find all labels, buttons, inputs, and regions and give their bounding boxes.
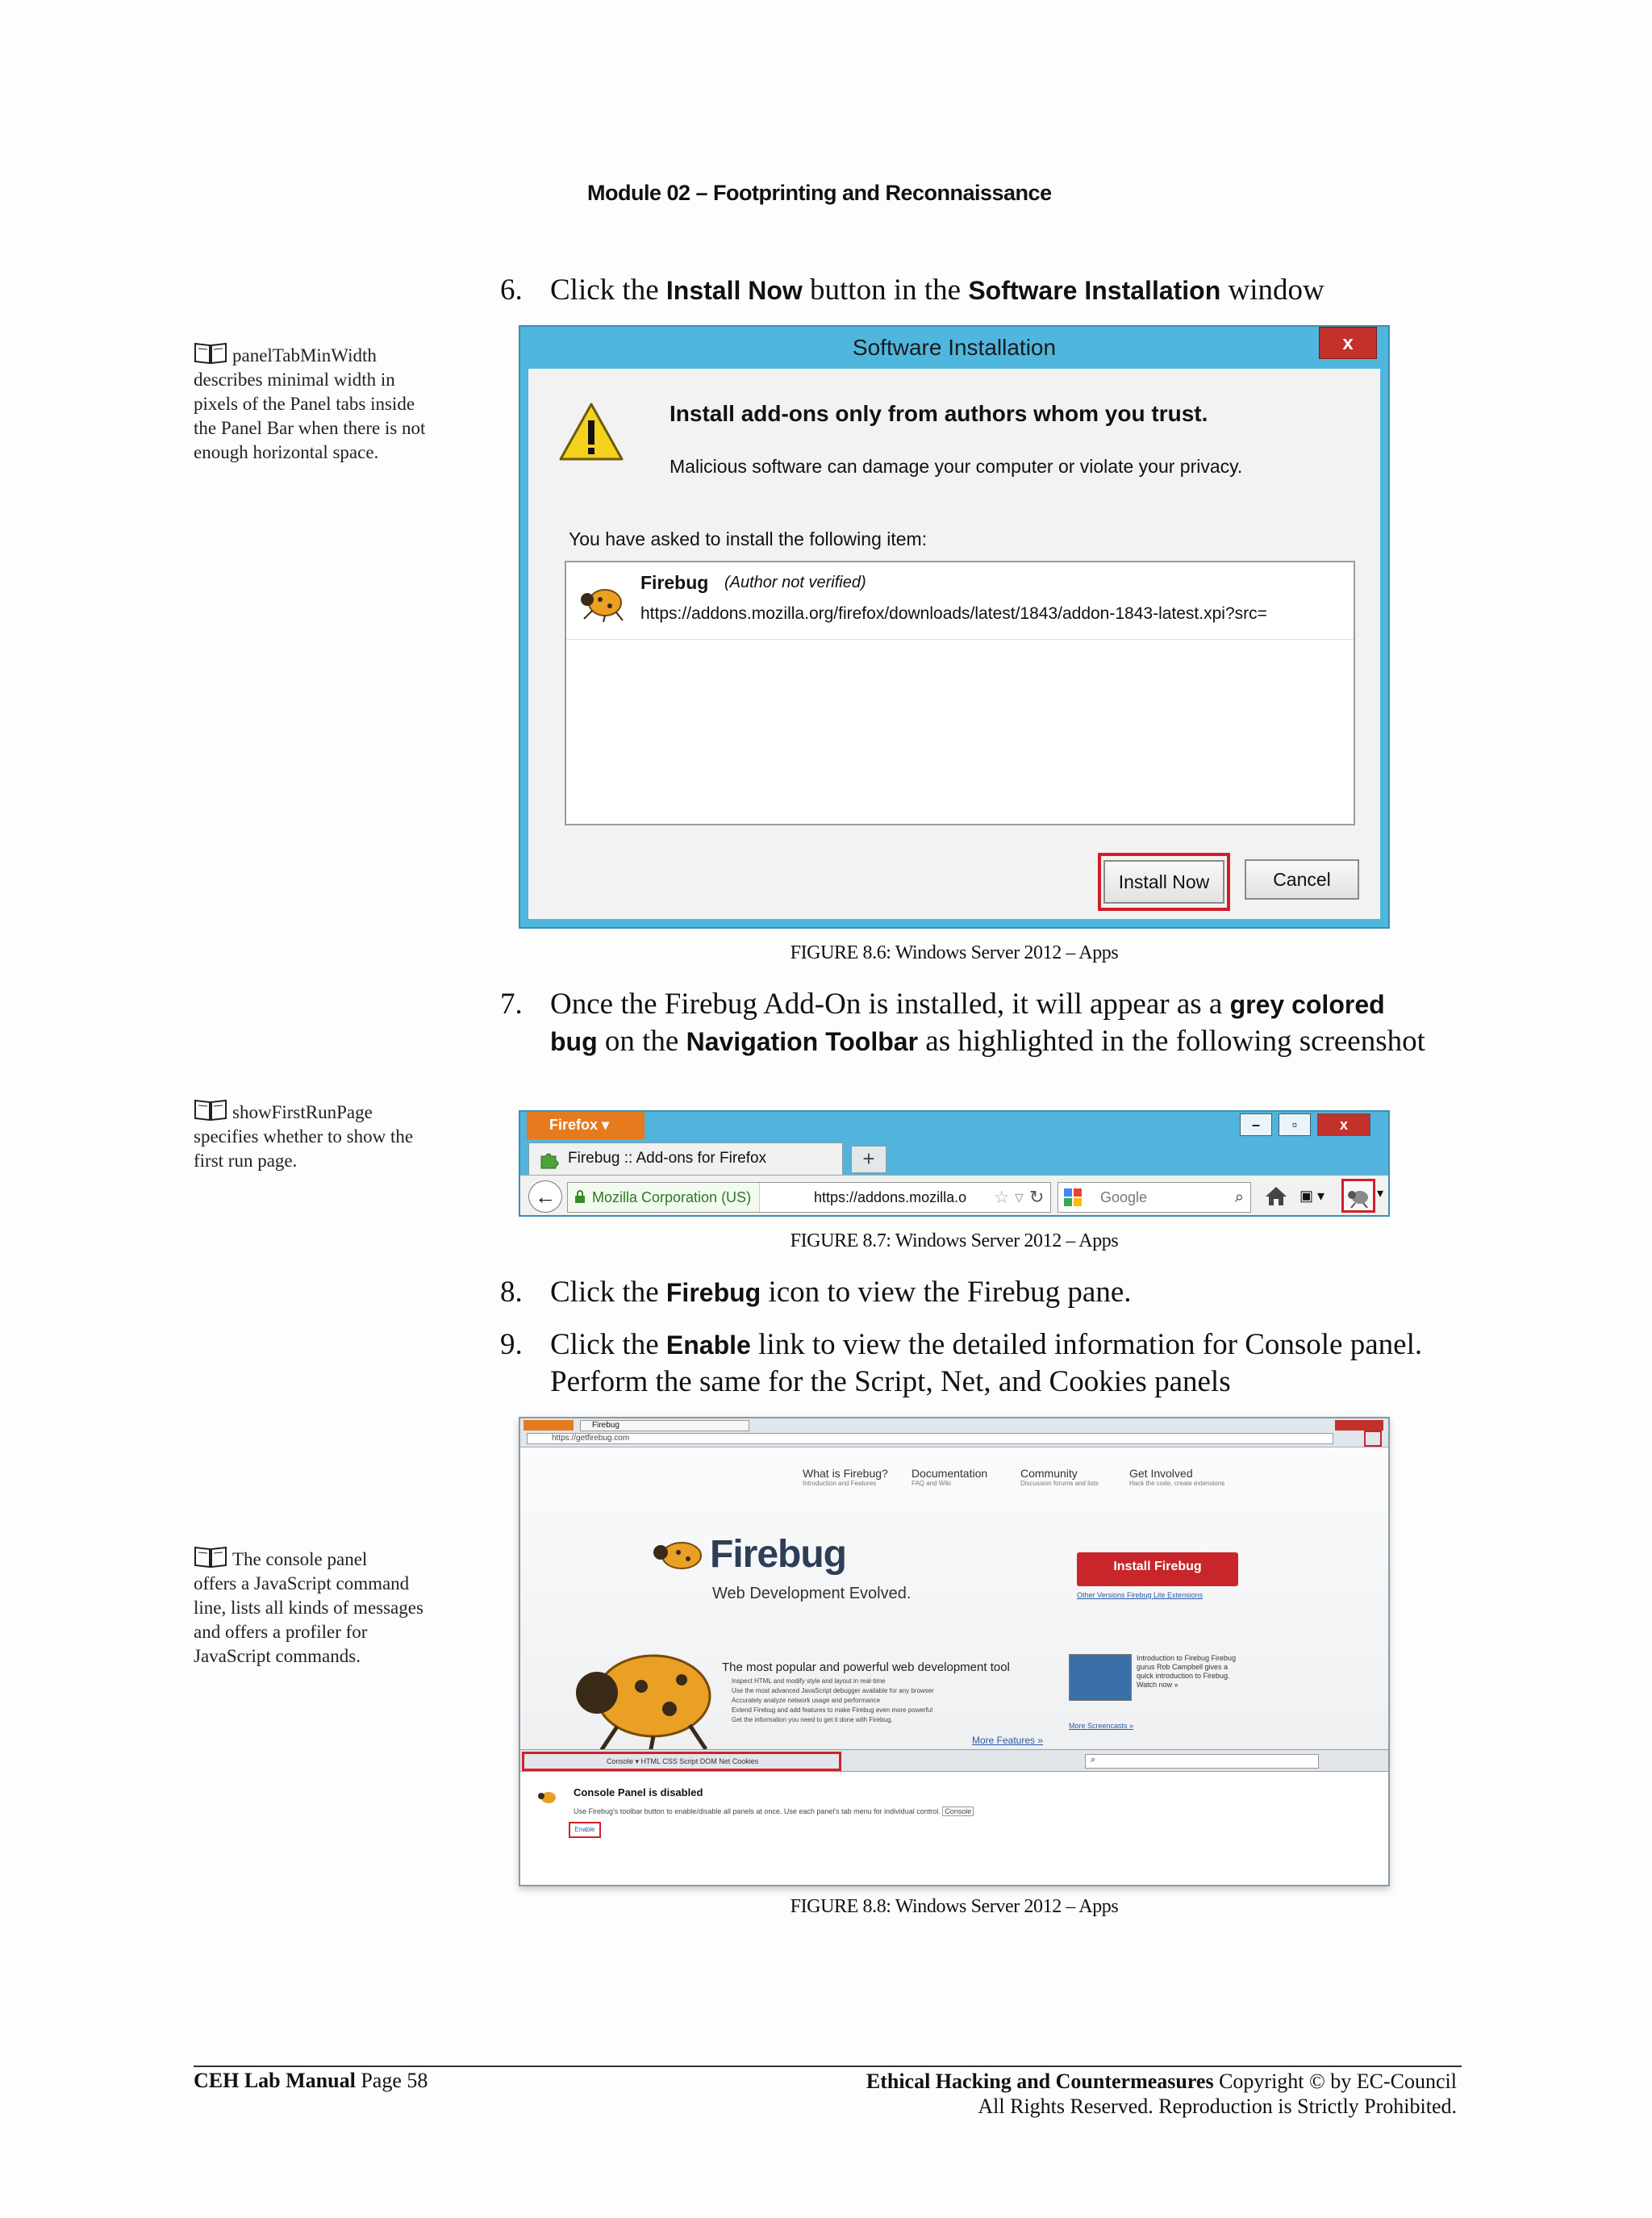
firefox-menu-button[interactable] xyxy=(524,1420,574,1431)
list-item: Inspect HTML and modify style and layout in real-time xyxy=(732,1677,886,1685)
list-item: Accurately analyze network usage and performance xyxy=(732,1697,881,1704)
minimize-button[interactable]: – xyxy=(1240,1113,1272,1136)
panel-description: Use Firebug's toolbar button to enable/disable all panels at once. Use each panel's tab menu for individual control. Console xyxy=(574,1807,974,1815)
firebug-site xyxy=(520,1447,1388,1749)
list-item: Get the information you need to get it done with Firebug. xyxy=(732,1716,893,1723)
window-controls[interactable] xyxy=(1335,1420,1383,1431)
grey-bug-icon xyxy=(1344,1181,1373,1210)
firebug-toolbar xyxy=(520,1749,1388,1772)
enable-link[interactable]: Enable xyxy=(569,1822,601,1838)
step-number: 9. xyxy=(500,1328,523,1361)
firebug-toolbar-button[interactable] xyxy=(1341,1179,1375,1213)
install-label: You have asked to install the following item: xyxy=(569,528,928,549)
book-icon xyxy=(194,1097,227,1122)
feature-list xyxy=(732,1677,934,1725)
list-item: Use the most advanced JavaScript debugger available for any browser xyxy=(732,1687,934,1694)
figure-caption: FIGURE 8.7: Windows Server 2012 – Apps xyxy=(790,1230,1119,1251)
search-bar[interactable] xyxy=(1058,1182,1251,1213)
intro-text: Introduction to Firebug Firebug gurus Rob Campbell gives a quick introduction to Firebug. Watch now » xyxy=(1137,1654,1237,1689)
console-panel xyxy=(520,1772,1388,1886)
warning-heading: Install add-ons only from authors whom you trust. xyxy=(670,401,1208,426)
site-logo: Firebug xyxy=(710,1533,846,1576)
google-icon xyxy=(1063,1188,1083,1207)
site-nav-item[interactable]: What is Firebug? Introduction and Features xyxy=(803,1467,888,1487)
figure-caption: FIGURE 8.8: Windows Server 2012 – Apps xyxy=(790,1896,1119,1917)
footer-right: Ethical Hacking and Countermeasures Copyright © by EC-Council All Rights Reserved. Reproduction is Strictly Prohibited. xyxy=(866,2070,1457,2118)
firebug-logo-icon xyxy=(649,1535,706,1575)
panel-title: Console Panel is disabled xyxy=(574,1786,703,1798)
footer-divider xyxy=(194,2066,1462,2067)
install-now-button[interactable]: Install Now xyxy=(1103,860,1224,904)
step-number: 7. xyxy=(500,988,523,1021)
step-6 xyxy=(500,272,1436,309)
site-nav-item[interactable]: Get Involved Hack the code, create extensions xyxy=(1129,1467,1225,1487)
site-nav-item[interactable]: Community Discussion forums and lists xyxy=(1020,1467,1099,1487)
firebug-icon xyxy=(536,1788,557,1806)
warning-subtext: Malicious software can damage your computer or violate your privacy. xyxy=(670,456,1243,477)
software-installation-dialog xyxy=(519,325,1390,929)
home-icon[interactable] xyxy=(1264,1184,1288,1208)
navigation-toolbar xyxy=(520,1175,1388,1217)
sidenote-panel-tab-min-width: panelTabMinWidth describes minimal width in pixels of the Panel tabs inside the Panel Bar when there is not enough horizontal space. xyxy=(194,340,428,465)
step-text: Once the Firebug Add-On is installed, it will appear as a grey colored bug on the Navigation Toolbar as highlighted in the following screenshot xyxy=(550,988,1425,1058)
item-name: Firebug xyxy=(640,572,709,593)
site-nav-item[interactable]: Documentation FAQ and Wiki xyxy=(912,1467,988,1487)
step-7 xyxy=(500,986,1436,1060)
close-button[interactable]: x xyxy=(1319,327,1377,359)
lock-icon xyxy=(574,1190,586,1203)
browser-tab[interactable]: Firebug :: Add-ons for Firefox xyxy=(528,1142,843,1175)
site-heading: The most popular and powerful web development tool xyxy=(722,1660,1010,1674)
firebug-website-screenshot xyxy=(519,1417,1390,1886)
dialog-body xyxy=(528,369,1380,919)
url-bar[interactable]: https://getfirebug.com xyxy=(527,1433,1333,1444)
browser-tab[interactable]: Firebug xyxy=(580,1420,749,1431)
install-firebug-button[interactable]: Install Firebug xyxy=(1077,1552,1238,1586)
item-author: (Author not verified) xyxy=(724,574,866,591)
new-tab-button[interactable]: + xyxy=(851,1146,886,1173)
maximize-button[interactable]: ▫ xyxy=(1279,1113,1311,1136)
window-controls xyxy=(1240,1113,1370,1138)
item-url: https://addons.mozilla.org/firefox/downloads/latest/1843/addon-1843-latest.xpi?src= xyxy=(640,604,1267,623)
search-input[interactable]: ⌕ xyxy=(1085,1754,1319,1769)
search-icon[interactable]: ⌕ xyxy=(1234,1188,1244,1206)
step-9 xyxy=(500,1326,1436,1401)
intro-video-box[interactable] xyxy=(1069,1654,1238,1702)
url-bar[interactable] xyxy=(567,1182,1051,1213)
module-header: Module 02 – Footprinting and Reconnaissance xyxy=(587,181,1052,205)
warning-icon xyxy=(557,401,625,464)
list-item[interactable] xyxy=(566,562,1354,640)
step-number: 8. xyxy=(500,1276,523,1309)
url-text: https://addons.mozilla.o xyxy=(814,1189,967,1205)
console-tag: Console xyxy=(942,1807,974,1816)
firebug-icon xyxy=(576,579,628,622)
firefox-navigation-toolbar xyxy=(519,1110,1390,1217)
install-item-list xyxy=(565,561,1355,825)
step-8 xyxy=(500,1274,1436,1311)
list-item: Extend Firebug and add features to make Firebug even more powerful xyxy=(732,1706,933,1714)
dialog-title: Software Installation xyxy=(852,335,1057,360)
browser-chrome xyxy=(520,1418,1388,1447)
back-button[interactable]: ← xyxy=(528,1180,562,1213)
firefox-menu-button[interactable]: Firefox ▾ xyxy=(527,1112,645,1139)
install-links[interactable]: Other Versions Firebug Lite Extensions xyxy=(1077,1591,1204,1599)
bookmark-star-icon[interactable]: ☆ ▿ xyxy=(994,1187,1024,1207)
puzzle-icon xyxy=(539,1150,560,1169)
reload-icon[interactable]: ↻ xyxy=(1029,1187,1045,1207)
step-text: Click the Firebug icon to view the Firebug pane. xyxy=(550,1276,1132,1309)
firebug-panel-tabs[interactable]: Console ▾ HTML CSS Script DOM Net Cookies xyxy=(522,1752,841,1771)
sidenote-console-panel: The console panel offers a JavaScript command line, lists all kinds of messages and offers a profiler for JavaScript commands. xyxy=(194,1544,428,1669)
more-features-link[interactable]: More Features » xyxy=(972,1735,1044,1746)
figure-caption: FIGURE 8.6: Windows Server 2012 – Apps xyxy=(790,942,1119,963)
search-placeholder: Google xyxy=(1100,1189,1148,1205)
book-icon xyxy=(194,1544,227,1568)
video-thumbnail[interactable] xyxy=(1069,1654,1132,1701)
close-button[interactable]: x xyxy=(1317,1113,1370,1136)
site-tagline: Web Development Evolved. xyxy=(712,1585,912,1602)
sidenote-show-first-run-page: showFirstRunPage specifies whether to show the first run page. xyxy=(194,1097,428,1173)
chevron-down-icon[interactable]: ▾ xyxy=(1377,1187,1384,1201)
more-screencasts-link[interactable]: More Screencasts » xyxy=(1069,1722,1134,1730)
step-text: Click the Install Now button in the Software Installation window xyxy=(550,274,1325,307)
footer-left: CEH Lab Manual Page 58 xyxy=(194,2069,428,2092)
site-identity[interactable]: Mozilla Corporation (US) xyxy=(568,1183,760,1212)
large-firebug-icon xyxy=(561,1638,722,1759)
cancel-button[interactable]: Cancel xyxy=(1245,859,1359,900)
firebug-toolbar-button[interactable] xyxy=(1364,1431,1382,1447)
step-number: 6. xyxy=(500,274,523,307)
bookmarks-menu-icon[interactable]: ▣ ▾ xyxy=(1299,1188,1325,1204)
step-text: Click the Enable link to view the detailed information for Console panel. Perform the same for the Script, Net, and Cookies panels xyxy=(550,1328,1423,1398)
book-icon xyxy=(194,340,227,365)
